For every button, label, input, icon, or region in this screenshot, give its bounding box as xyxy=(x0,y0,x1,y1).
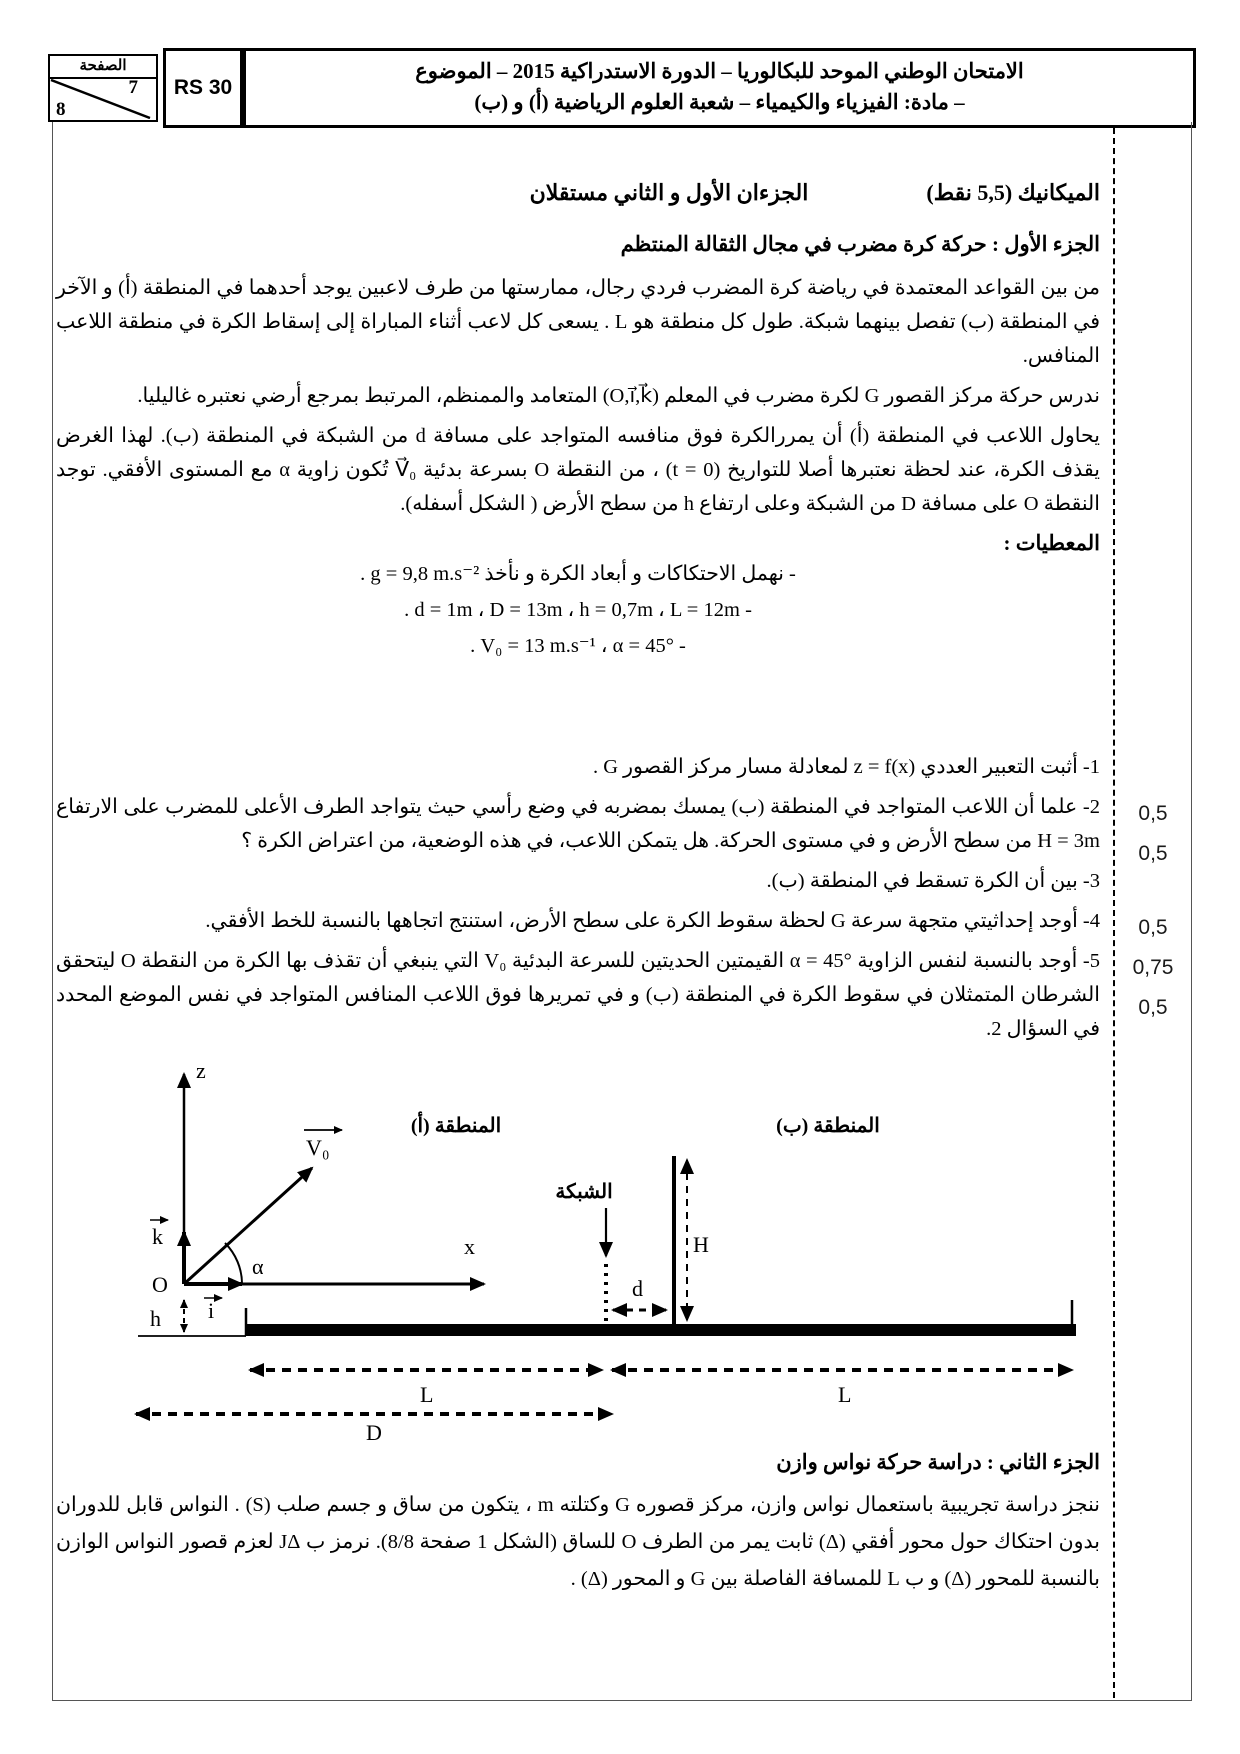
marks-separator-dashed-line xyxy=(1113,128,1115,1698)
page-number-box xyxy=(48,54,158,122)
figure-tennis-court xyxy=(56,1052,1100,1442)
mechanics-section-header xyxy=(56,180,1100,206)
net-label: الشبكة xyxy=(555,1181,613,1203)
exam-title-block xyxy=(246,51,1193,125)
figure-svg xyxy=(56,1052,1100,1442)
D-label: D xyxy=(366,1420,382,1442)
zone-b-label: المنطقة (ب) xyxy=(776,1115,880,1137)
h-label: h xyxy=(150,1306,161,1331)
exam-code: RS 30 xyxy=(166,51,246,125)
part2-paragraph: ننجز دراسة تجريبية باستعمال نواس وازن، مركز قصوره G وكتلته m ، يتكون من ساق و جسم صلب (S) . النواس قابل للدوران بدون احتكاك حول محور أفقي (Δ) ثابت يمر من الطرف O للساق (الشكل 1 صفحة 8/8). نرمز ب JΔ لعزم قصور النواس الوازن بالنسبة للمحور (Δ) و ب L للمسافة الفاصلة بين G و المحور (Δ) . xyxy=(56,1494,1101,1590)
mark-q3: 0,5 xyxy=(1138,916,1168,939)
data-item-v0-alpha: - V₀ = 13 m.s⁻¹ ، α = 45° . xyxy=(470,635,686,657)
questions-list xyxy=(56,750,1100,1046)
L-left-label: L xyxy=(420,1382,434,1407)
x-axis-label: x xyxy=(464,1234,475,1259)
d-label: d xyxy=(632,1276,643,1301)
data-title: المعطيات : xyxy=(1003,531,1100,555)
page-current: 7 xyxy=(128,77,138,98)
H-label: H xyxy=(693,1232,709,1257)
question-4: 4- أوجد إحداثيتي متجهة سرعة G لحظة سقوط الكرة على سطح الأرض، استنتج اتجاهها بالنسبة للخط الأفقي. xyxy=(205,910,1100,932)
question-5: 5- أوجد بالنسبة لنفس الزاوية α = 45° القيمتين الحديتين للسرعة البدئية V₀ التي ينبغي أن تقذف بها الكرة من النقطة O ليتحقق الشرطان المتمثلان في سقوط الكرة في المنطقة (ب) و في تمريرها فوق اللاعب المنافس المتواجد في نفس الموضع المحدد في السؤال 2. xyxy=(56,950,1100,1040)
page-label: الصفحة xyxy=(50,56,156,79)
exam-header xyxy=(163,48,1196,128)
exam-title-line2: – مادة: الفيزياء والكيمياء – شعبة العلوم الرياضية (أ) و (ب) xyxy=(474,90,965,114)
data-item-g: - نهمل الاحتكاكات و أبعاد الكرة و نأخذ g = 9,8 m.s⁻² . xyxy=(360,563,796,585)
part2-title: الجزء الثاني : دراسة حركة نواس وازن xyxy=(776,1450,1100,1474)
question-1: 1- أثبت التعبير العددي z = f(x) لمعادلة مسار مركز القصور G . xyxy=(592,756,1100,778)
part1-paragraph-3: يحاول اللاعب في المنطقة (أ) أن يمررالكرة فوق منافسه المتواجد على مسافة d من الشبكة في المنطقة (ب). لهذا الغرض يقذف الكرة، عند لحظة نعتبرها أصلا للتواريخ (t = 0) ، من النقطة O بسرعة بدئية V⃗₀ تُكون زاوية α مع المستوى الأفقي. توجد النقطة O على مسافة D من الشبكة وعلى ارتفاع h من سطح الأرض ( الشكل أسفله). xyxy=(56,425,1100,515)
origin-label: O xyxy=(152,1272,168,1297)
mark-q2: 0,5 xyxy=(1138,842,1168,865)
part1-title: الجزء الأول : حركة كرة مضرب في مجال الثقالة المنتظم xyxy=(620,232,1100,256)
data-item-distances: - d = 1m ، D = 13m ، h = 0,7m ، L = 12m . xyxy=(404,599,752,621)
ground-bar xyxy=(246,1324,1076,1336)
question-3: 3- بين أن الكرة تسقط في المنطقة (ب). xyxy=(766,870,1100,892)
mark-q5: 0,5 xyxy=(1138,996,1168,1019)
k-label: k xyxy=(152,1224,163,1249)
part1-paragraph-1: من بين القواعد المعتمدة في رياضة كرة المضرب فردي رجال، ممارستها من طرف لاعبين يوجد أحدهما في المنطقة (أ) و الآخر في المنطقة (ب) تفصل بينهما شبكة. طول كل منطقة هو L . يسعى كل لاعب أثناء المباراة إلى إسقاط الكرة في منطقة اللاعب المنافس. xyxy=(56,277,1100,367)
i-label: i xyxy=(208,1298,215,1323)
v0-label: V₀ xyxy=(306,1135,330,1160)
mark-q1: 0,5 xyxy=(1138,802,1168,825)
L-right-label: L xyxy=(838,1382,852,1407)
question-2: 2- علما أن اللاعب المتواجد في المنطقة (ب) يمسك بمضربه في وضع رأسي حيث يتواجد الطرف الأعلى للمضرب على الارتفاع H = 3m من سطح الأرض و في مستوى الحركة. هل يتمكن اللاعب، في هذه الوضعية، من اعتراض الكرة ؟ xyxy=(56,796,1100,852)
section-title: الميكانيك (5,5 نقط) xyxy=(926,180,1100,205)
exam-title-line1: الامتحان الوطني الموحد للبكالوريا – الدورة الاستدراكية 2015 – الموضوع xyxy=(415,59,1024,83)
exam-body xyxy=(56,130,1100,1598)
zone-a-label: المنطقة (أ) xyxy=(410,1115,502,1137)
part1-paragraph-2: ندرس حركة مركز القصور G لكرة مضرب في المعلم (O,i⃗,k⃗) المتعامد والممنظم، المرتبط بمرجع أرضي نعتبره غاليليا. xyxy=(137,385,1100,407)
mark-q4: 0,75 xyxy=(1132,956,1174,979)
section-note: الجزءان الأول و الثاني مستقلان xyxy=(529,180,809,205)
z-axis-label: z xyxy=(196,1058,206,1083)
alpha-label: α xyxy=(252,1254,264,1279)
page-total: 8 xyxy=(56,99,66,120)
page-fraction xyxy=(50,79,156,119)
v0-vector xyxy=(184,1168,312,1284)
alpha-arc xyxy=(225,1243,242,1284)
